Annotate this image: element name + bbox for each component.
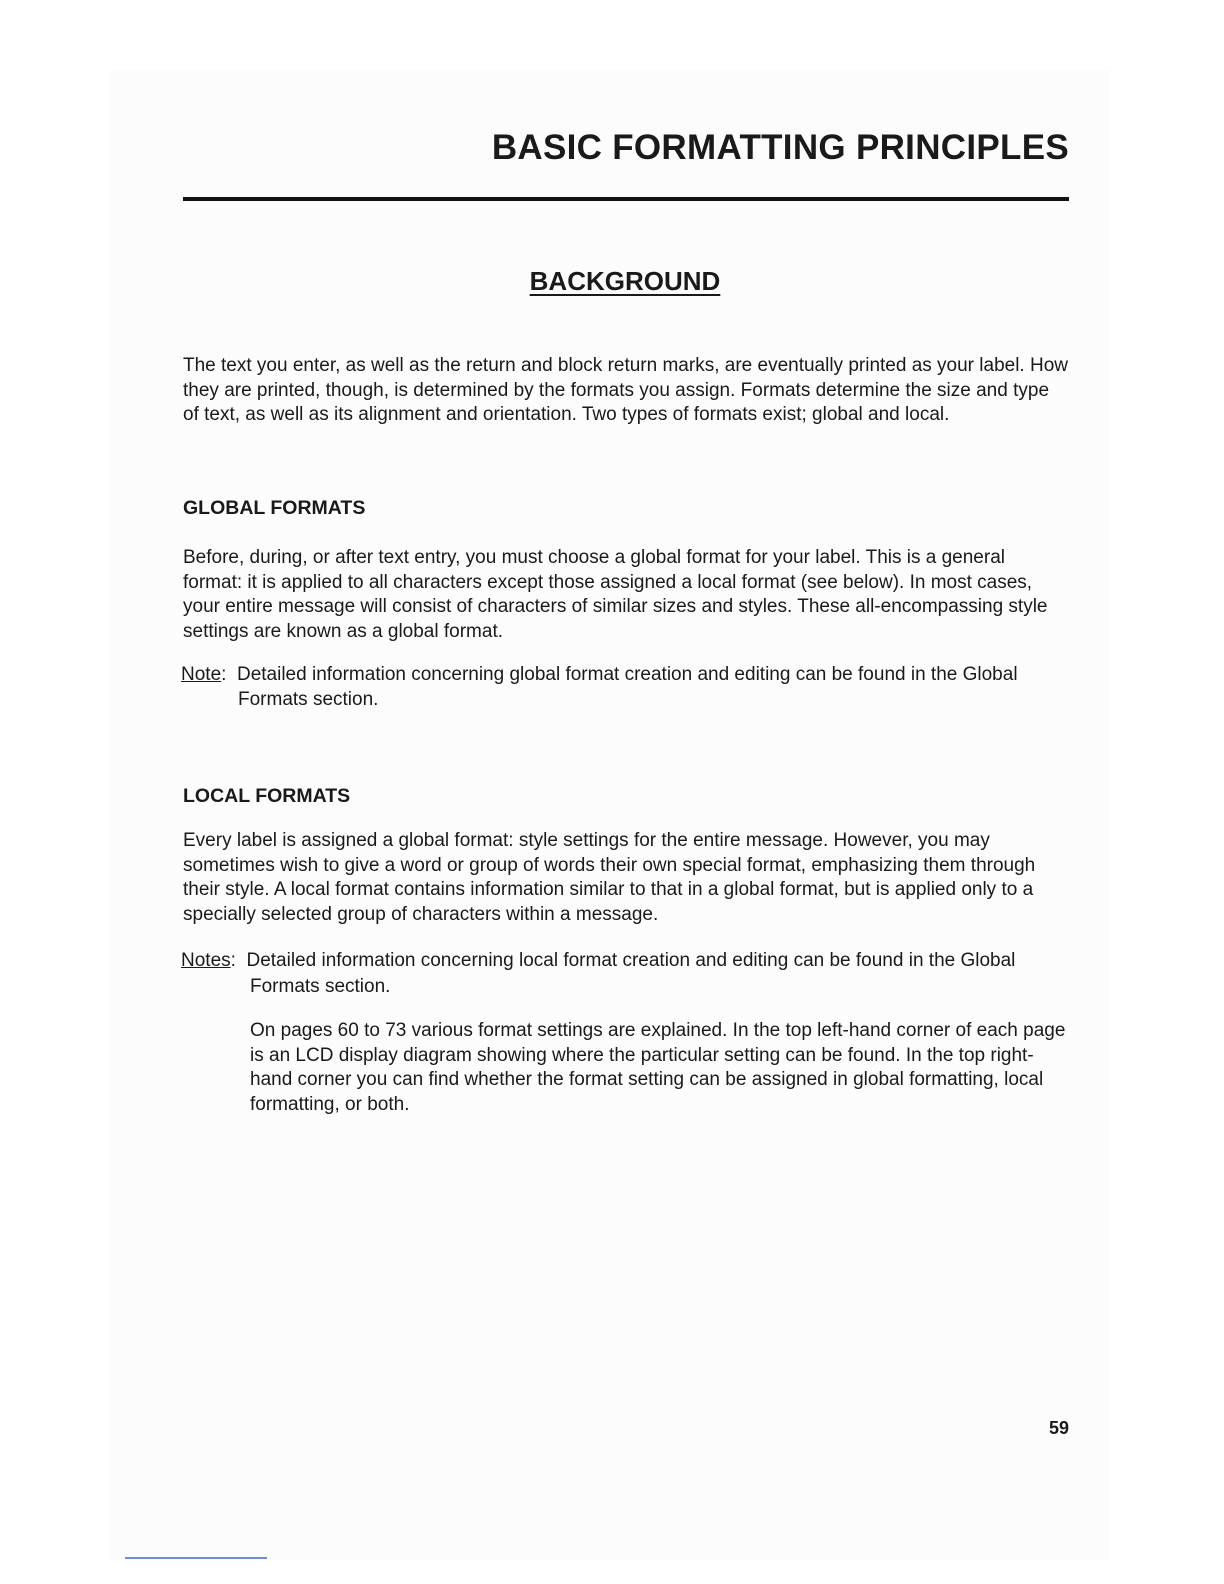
chapter-title: BASIC FORMATTING PRINCIPLES xyxy=(491,128,1069,167)
global-note-continuation: Formats section. xyxy=(238,689,379,710)
local-formats-heading: LOCAL FORMATS xyxy=(183,785,351,807)
title-rule xyxy=(183,197,1069,201)
global-formats-heading: GLOBAL FORMATS xyxy=(183,497,366,519)
note1-text: Detailed information concerning local format creation and editing can be found in the Global xyxy=(246,950,1016,971)
background-paragraph: The text you enter, as well as the return and block return marks, are eventually printed as your label. How they are printed, though, is determined by the formats you assign. Formats determine the size and type of text, as well as its alignment and orientation. Two types of formats exist; global and local. xyxy=(183,355,1069,425)
local-note-2: On pages 60 to 73 various format settings are explained. In the top left-hand corner of each page is an LCD display diagram showing where the particular setting can be found. In the top right-hand corner you can find whether the format setting can be assigned in global formatting, local formatting, or both. xyxy=(250,1020,1066,1115)
footer-line xyxy=(125,1557,267,1559)
local-note-1-continuation: Formats section. xyxy=(250,976,391,997)
note-label: Note xyxy=(181,664,222,685)
local-note-1: Notes: Detailed information concerning local format creation and editing can be found in the Global xyxy=(181,950,1016,971)
global-formats-paragraph: Before, during, or after text entry, you must choose a global format for your label. This is a general format: it is applied to all characters except those assigned a local format (see below). In most cases, your entire message will consist of characters of similar sizes and styles. These all-encompassing style settings are known as a global format. xyxy=(183,547,1048,642)
notes-label: Notes xyxy=(181,950,231,971)
section-title-background: BACKGROUND xyxy=(529,266,721,296)
note-text: Detailed information concerning global format creation and editing can be found in the Global xyxy=(236,664,1018,685)
page-number: 59 xyxy=(1048,1418,1069,1438)
global-note: Note: Detailed information concerning global format creation and editing can be found in the Global xyxy=(181,664,1018,685)
local-formats-paragraph: Every label is assigned a global format: style settings for the entire message. However, you may sometimes wish to give a word or group of words their own special format, emphasizing them through their style. A local format contains information similar to that in a global format, but is applied only to a specially selected group of characters within a message. xyxy=(183,830,1036,925)
